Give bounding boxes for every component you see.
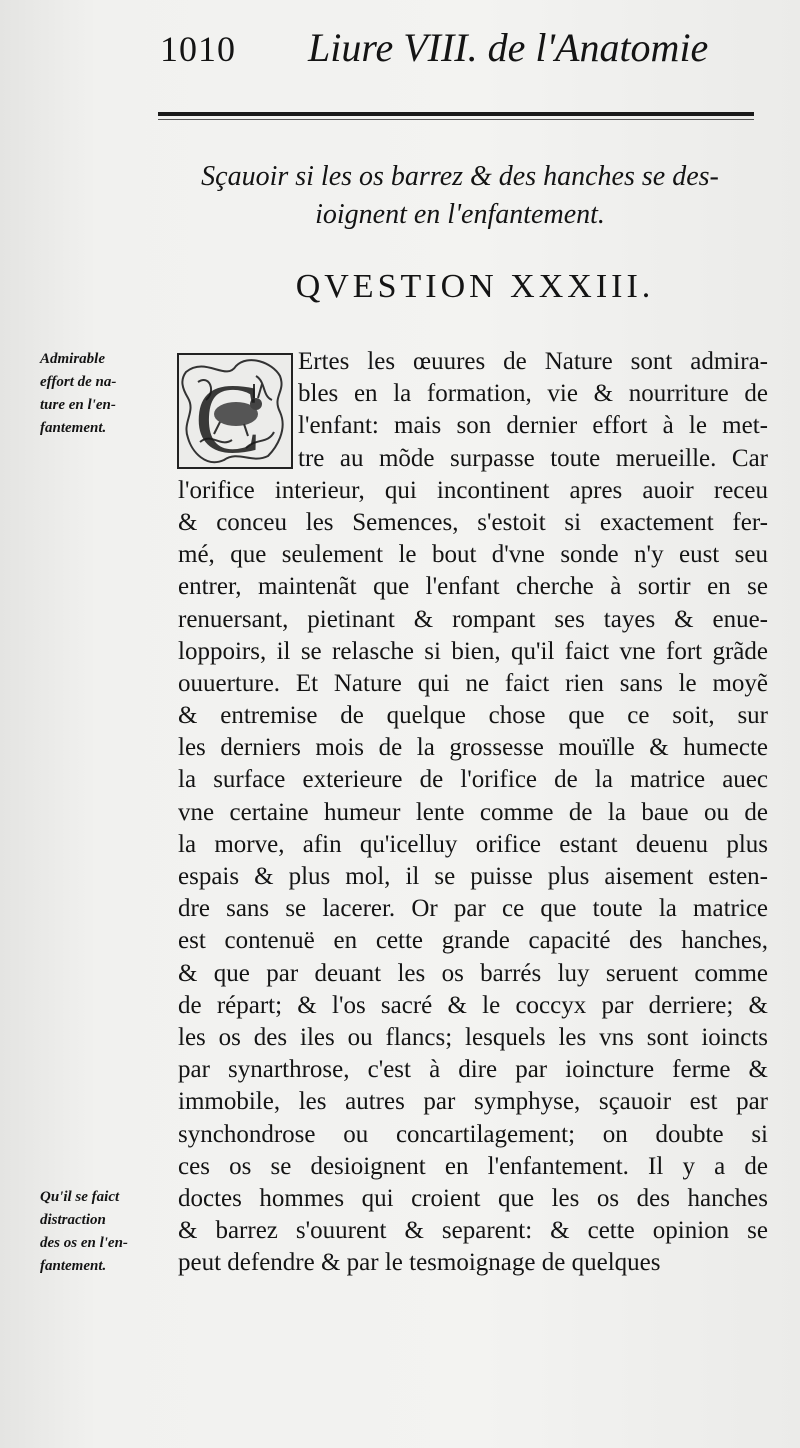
margin-note-distraction: [40, 1186, 172, 1278]
margin-note-admirable-effort: [40, 348, 172, 440]
body-line: ouuerture. Et Nature qui ne faict rien sans le moyẽ: [178, 669, 768, 697]
margin-note-line: Qu'il se faict: [40, 1189, 120, 1205]
margin-note-line: ture en l'en-: [40, 397, 116, 413]
body-line: la surface exterieure de l'orifice de la matrice auec: [178, 766, 768, 794]
page-number: 1010: [160, 29, 236, 69]
page-header: [150, 22, 710, 78]
margin-note-line: des os en l'en-: [40, 1235, 128, 1251]
body-line: est contenuë en cette grande capacité des hanches,: [178, 927, 768, 955]
header-rule: [158, 112, 754, 116]
body-line: entrer, maintenãt que l'enfant cherche à sortir en se: [178, 573, 768, 601]
body-line: de répart; & l'os sacré & le coccyx par derriere; &: [178, 991, 768, 1019]
body-line: les derniers mois de la grossesse mouïlle & humecte: [178, 734, 768, 762]
body-text: [178, 346, 768, 1279]
body-line: l'enfant: mais son dernier effort à le met-: [298, 412, 768, 440]
body-line: bles en la formation, vie & nourriture de: [298, 380, 768, 408]
chapter-title-line-2: ioignent en l'enfantement.: [315, 199, 605, 230]
body-line: & conceu les Semences, s'estoit si exactement fer-: [178, 508, 768, 536]
body-line: par synarthrose, c'est à dire par ioincture ferme &: [178, 1056, 768, 1084]
body-line: Ertes les œuures de Nature sont admira-: [298, 348, 768, 375]
margin-note-line: fantement.: [40, 1258, 107, 1274]
body-line: l'orifice interieur, qui incontinent apres auoir receu: [178, 476, 768, 504]
body-line: synchondrose ou concartilagement; on doubte si: [178, 1120, 768, 1148]
body-line: ces os se desioignent en l'enfantement. Il y a de: [178, 1152, 768, 1180]
body-line: tre au mõde surpasse toute merueille. Car: [298, 444, 768, 472]
chapter-title-line-1: Sçauoir si les os barrez & des hanches se des-: [201, 161, 719, 192]
margin-note-line: distraction: [40, 1212, 106, 1228]
question-heading: QVESTION XXXIII.: [295, 268, 655, 305]
margin-note-line: effort de na-: [40, 374, 117, 390]
body-line: & entremise de quelque chose que ce soit, sur: [178, 702, 768, 730]
body-line: peut defendre & par le tesmoignage de quelques: [178, 1249, 661, 1277]
body-line: les os des iles ou flancs; lesquels les vns sont ioincts: [178, 1023, 768, 1051]
body-line: dre sans se lacerer. Or par ce que toute la matrice: [178, 895, 768, 923]
body-line: loppoirs, il se relasche si bien, qu'il faict vne fort grãde: [178, 637, 768, 665]
body-line: espais & plus mol, il se puisse plus aisement esten-: [178, 863, 768, 890]
chapter-title: [160, 158, 760, 234]
initial-letter: C: [194, 363, 262, 470]
body-line: vne certaine humeur lente comme de la baue ou de: [178, 798, 768, 826]
running-head: Liure VIII. de l'Anatomie: [308, 25, 709, 70]
header-rule-thin: [158, 119, 754, 120]
margin-note-line: Admirable: [40, 351, 106, 367]
body-line: & que par deuant les os barrés luy seruent comme: [178, 959, 768, 987]
margin-note-line: fantement.: [40, 420, 107, 436]
body-line: & barrez s'ouurent & separent: & cette opinion se: [178, 1217, 768, 1245]
body-line: doctes hommes qui croient que les os des hanches: [178, 1184, 768, 1212]
body-line: la morve, afin qu'icelluy orifice estant deuenu plus: [178, 830, 768, 858]
body-line: immobile, les autres par symphyse, sçauoir est par: [178, 1088, 768, 1116]
body-line: mé, que seulement le bout d'vne sonde n'y eust seu: [178, 541, 768, 569]
body-line: renuersant, pietinant & rompant ses tayes & enue-: [178, 605, 768, 633]
